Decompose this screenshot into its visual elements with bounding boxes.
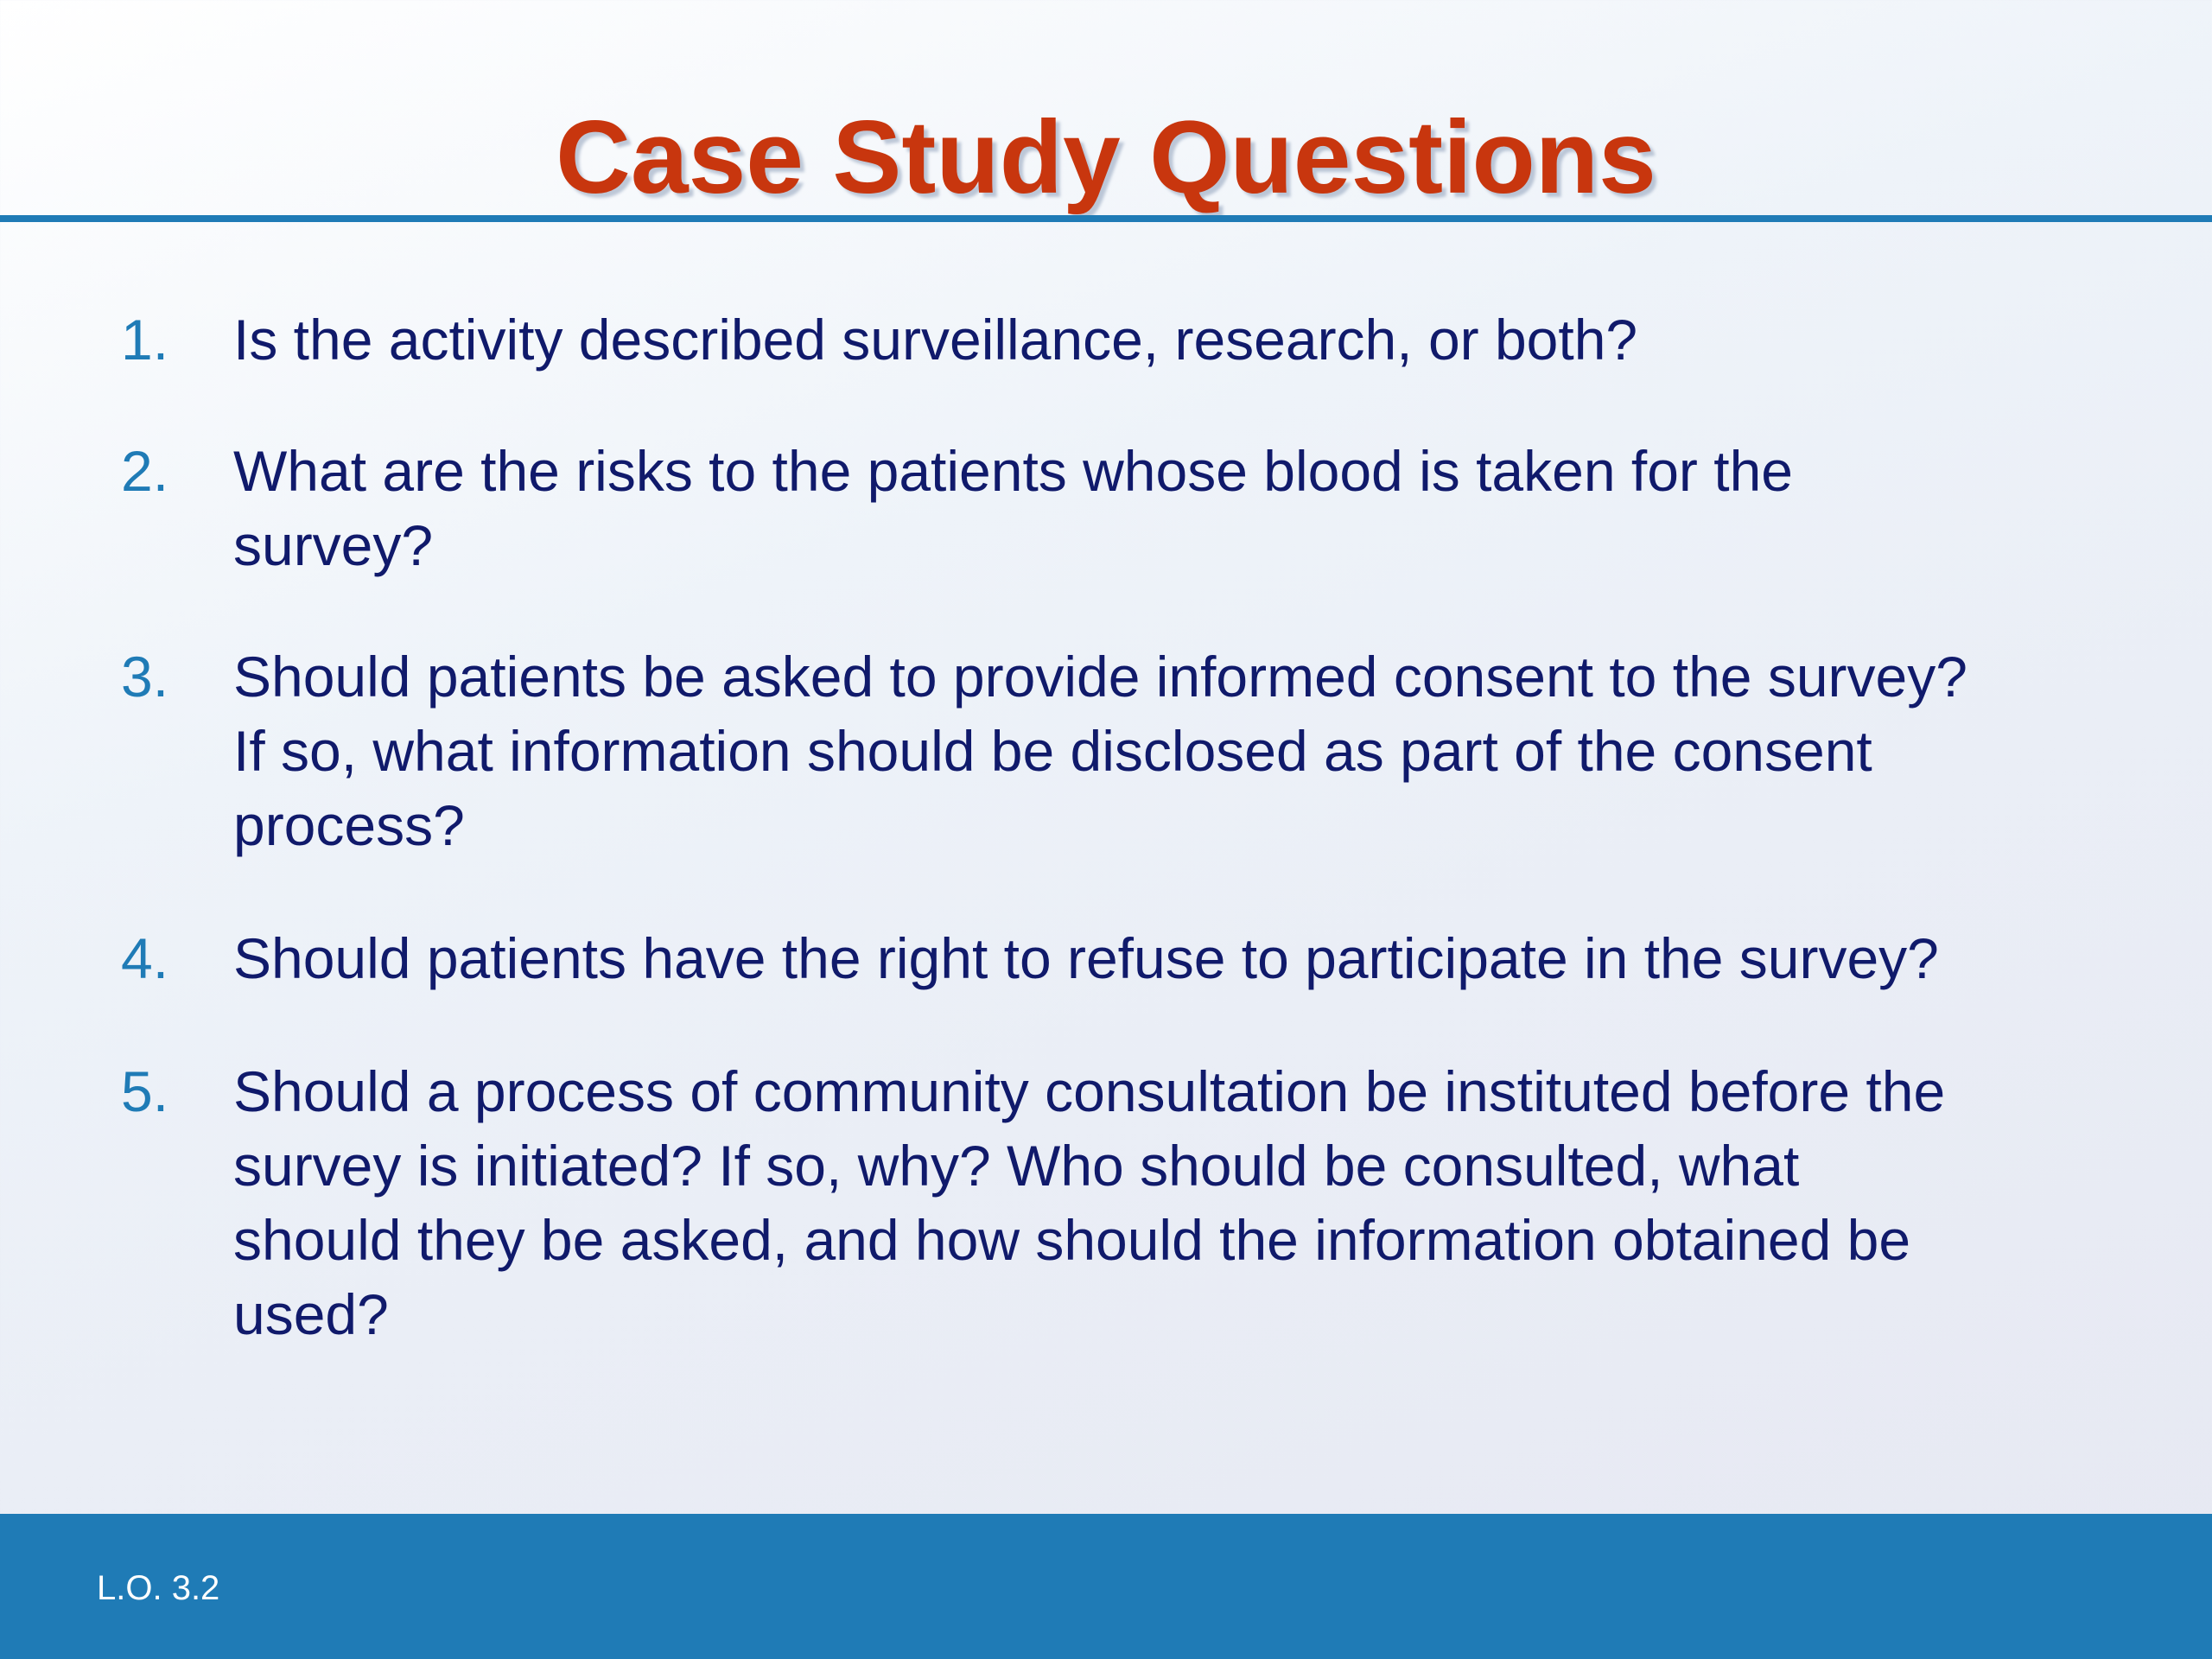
question-number: 5. [121,1059,169,1123]
question-line: Should a process of community consultation be instituted before the [233,1059,1946,1123]
question-line: Is the activity described surveillance, research, or both? [233,308,1638,372]
question-text [233,921,2212,995]
question-text [233,434,2212,582]
question-line: Should patients be asked to provide informed consent to the survey? [233,645,1967,709]
learning-objective-label: L.O. 3.2 [97,1569,220,1607]
question-text [233,639,2212,862]
question-line: survey? [233,513,434,577]
question-line: used? [233,1282,389,1346]
question-line: What are the risks to the patients whose blood is taken for the [233,439,1793,503]
question-line: should they be asked, and how should the information obtained be [233,1208,1911,1272]
footer-bar [0,1514,2212,1659]
question-line: If so, what information should be disclosed as part of the consent [233,719,1872,783]
question-number: 4. [121,926,169,990]
question-line: process? [233,793,465,857]
question-line: Should patients have the right to refuse to participate in the survey? [233,926,1939,990]
slide-title: Case Study Questions [556,99,1656,215]
question-number: 1. [121,308,169,372]
question-number: 2. [121,439,169,503]
question-text [233,1054,2212,1351]
question-number: 3. [121,645,169,709]
question-text [233,302,2212,377]
question-line: survey is initiated? If so, why? Who should be consulted, what [233,1134,1800,1198]
